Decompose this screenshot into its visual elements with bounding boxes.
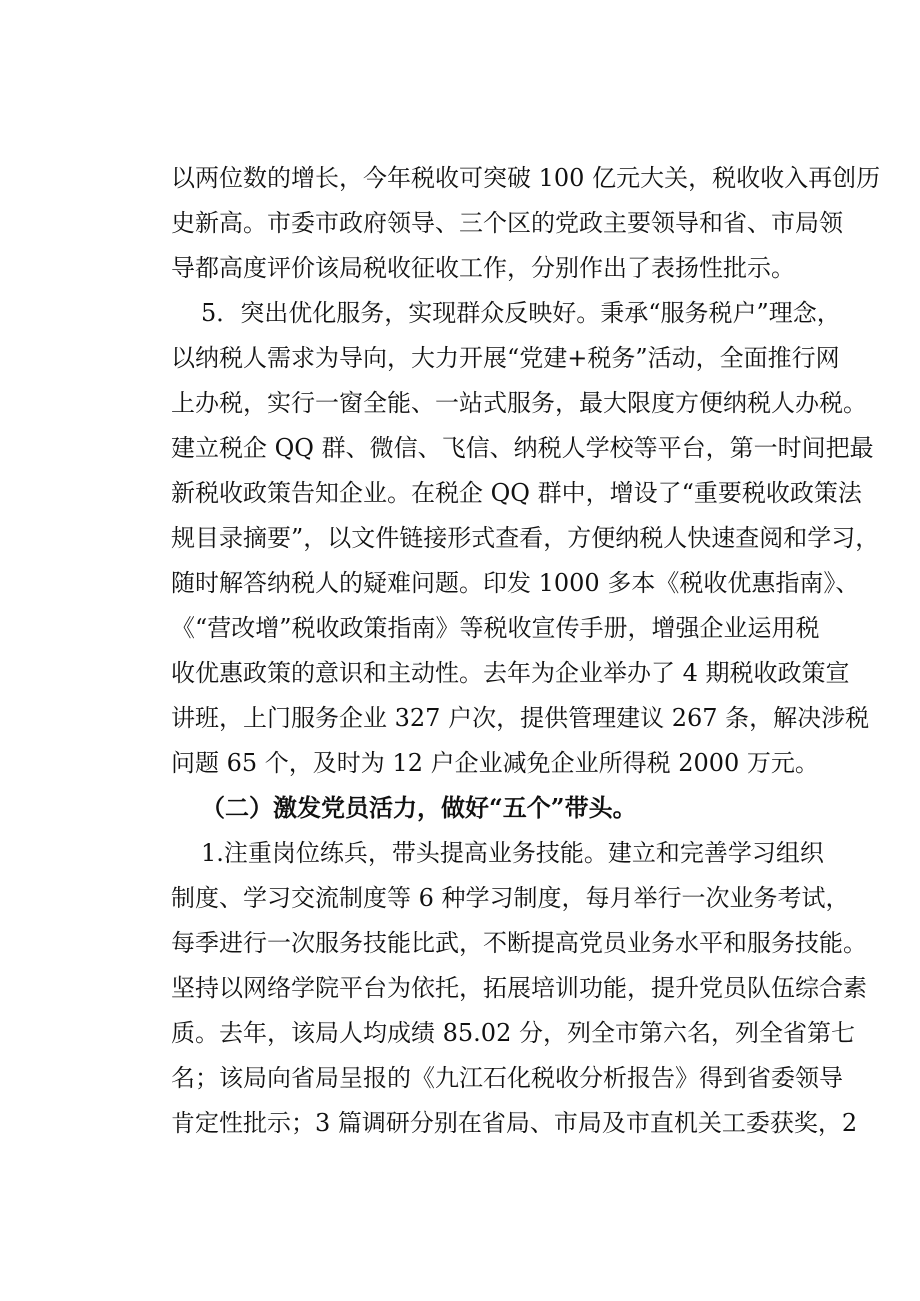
body-text-line: 建立税企 QQ 群、微信、飞信、纳税人学校等平台，第一时间把最 (171, 434, 874, 462)
body-text-line: 坚持以网络学院平台为依托，拓展培训功能，提升党员队伍综合素 (171, 974, 867, 1002)
body-text-line: 每季进行一次服务技能比武，不断提高党员业务水平和服务技能。 (171, 929, 867, 957)
body-text-line: 随时解答纳税人的疑难问题。印发 1000 多本《税收优惠指南》、 (171, 569, 860, 597)
body-text-line: 质。去年，该局人均成绩 85.02 分，列全市第六名，列全省第七 (171, 1019, 855, 1047)
body-text-line: 导都高度评价该局税收征收工作，分别作出了表扬性批示。 (171, 254, 795, 282)
paragraph-start-line: 1.注重岗位练兵，带头提高业务技能。建立和完善学习组织 (201, 839, 824, 867)
section-heading: （二）激发党员活力，做好“五个”带头。 (201, 793, 637, 822)
body-text-line: 上办税，实行一窗全能、一站式服务，最大限度方便纳税人办税。 (171, 389, 867, 417)
body-text-line: 以纳税人需求为导向，大力开展“党建+税务”活动，全面推行网 (171, 344, 840, 372)
body-text-line: 新税收政策告知企业。在税企 QQ 群中，增设了“重要税收政策法 (171, 479, 862, 507)
body-text-line: 史新高。市委市政府领导、三个区的党政主要领导和省、市局领 (171, 209, 843, 237)
body-text-line: 讲班，上门服务企业 327 户次，提供管理建议 267 条，解决涉税 (171, 704, 870, 732)
body-text-line: 《“营改增”税收政策指南》等税收宣传手册，增强企业运用税 (171, 614, 820, 642)
body-text-line: 收优惠政策的意识和主动性。去年为企业举办了 4 期税收政策宣 (171, 659, 850, 687)
body-text-line: 名；该局向省局呈报的《九江石化税收分析报告》得到省委领导 (171, 1064, 843, 1092)
paragraph-start-line: 5．突出优化服务，实现群众反映好。秉承“服务税户”理念， (201, 299, 841, 327)
body-text-line: 肯定性批示；3 篇调研分别在省局、市局及市直机关工委获奖，2 (171, 1109, 858, 1137)
body-text-line: 以两位数的增长，今年税收可突破 100 亿元大关，税收收入再创历 (171, 164, 881, 192)
body-text-line: 问题 65 个，及时为 12 户企业减免企业所得税 2000 万元。 (171, 749, 819, 777)
body-text-line: 规目录摘要”，以文件链接形式查看，方便纳税人快速查阅和学习， (171, 524, 880, 552)
body-text-line: 制度、学习交流制度等 6 种学习制度，每月举行一次业务考试， (171, 884, 850, 912)
